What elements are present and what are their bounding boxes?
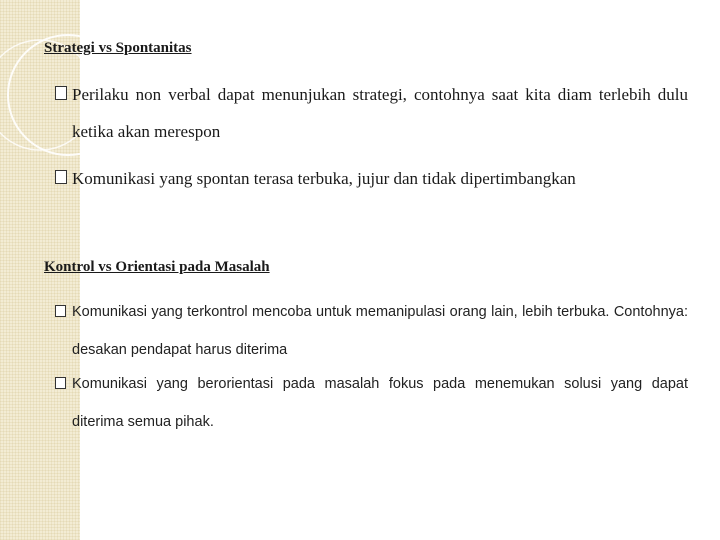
section-heading-strategi: Strategi vs Spontanitas [44,40,192,56]
list-item: Komunikasi yang terkontrol mencoba untuk memanipulasi orang lain, lebih terbuka. Contohnya: desakan pendapat harus diterima [72,293,688,369]
checkbox-bullet-icon [55,377,66,389]
checkbox-bullet-icon [55,305,66,317]
checkbox-bullet-icon [55,170,67,184]
list-item: Komunikasi yang berorientasi pada masalah fokus pada menemukan solusi yang dapat diterima semua pihak. [72,365,688,441]
checkbox-bullet-icon [55,86,67,100]
list-item: Komunikasi yang spontan terasa terbuka, jujur dan tidak dipertimbangkan [72,160,688,197]
section-heading-kontrol: Kontrol vs Orientasi pada Masalah [44,259,270,275]
list-item: Perilaku non verbal dapat menunjukan strategi, contohnya saat kita diam terlebih dulu ketika akan merespon [72,76,688,150]
